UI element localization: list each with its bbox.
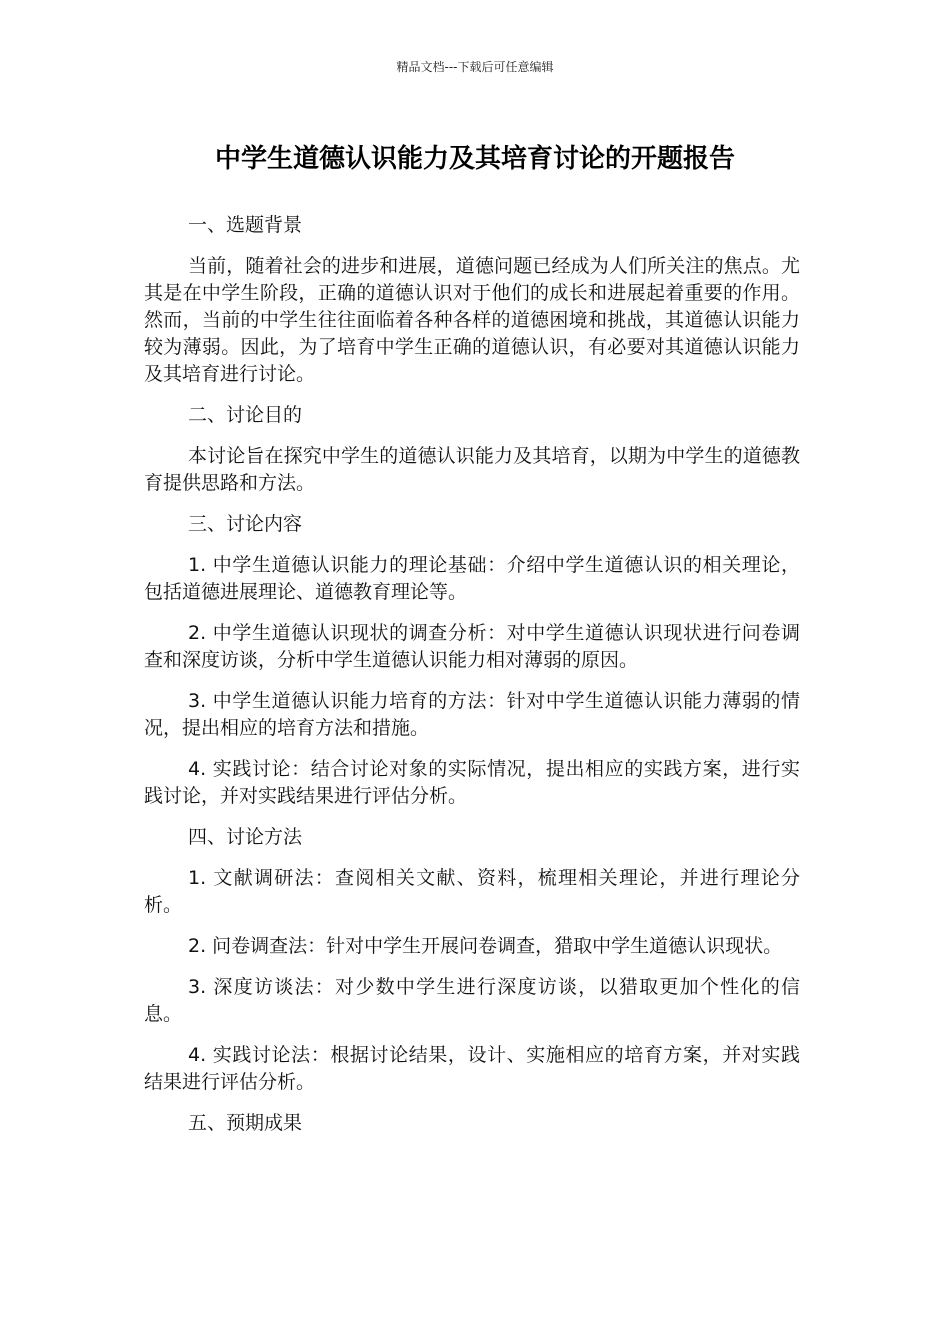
method-item-4: 4. 实践讨论法：根据讨论结果，设计、实施相应的培育方案，并对实践结果进行评估分析。 — [144, 1044, 800, 1093]
document-body — [144, 212, 800, 1151]
document-title: 中学生道德认识能力及其培育讨论的开题报告 — [214, 144, 735, 174]
background-paragraph: 当前，随着社会的进步和进展，道德问题已经成为人们所关注的焦点。尤其是在中学生阶段，正确的道德认识对于他们的成长和进展起着重要的作用。然而，当前的中学生往往面临着各种各样的道德困境和挑战，其道德认识能力较为薄弱。因此，为了培育中学生正确的道德认识，有必要对其道德认识能力及其培育进行讨论。 — [144, 255, 800, 385]
section-heading-content: 三、讨论内容 — [188, 513, 303, 535]
content-item-1: 1. 中学生道德认识能力的理论基础：介绍中学生道德认识的相关理论，包括道德进展理论、道德教育理论等。 — [144, 554, 800, 603]
method-item-1: 1. 文献调研法：查阅相关文献、资料，梳理相关理论，并进行理论分析。 — [144, 867, 800, 916]
section-heading-outcomes: 五、预期成果 — [188, 1112, 303, 1134]
method-item-2: 2. 问卷调查法：针对中学生开展问卷调查，猎取中学生道德认识现状。 — [188, 935, 783, 957]
content-item-2: 2. 中学生道德认识现状的调查分析：对中学生道德认识现状进行问卷调查和深度访谈，分析中学生道德认识能力相对薄弱的原因。 — [144, 622, 800, 671]
content-item-4: 4. 实践讨论：结合讨论对象的实际情况，提出相应的实践方案，进行实践讨论，并对实践结果进行评估分析。 — [144, 758, 800, 807]
section-heading-purpose: 二、讨论目的 — [188, 404, 303, 426]
purpose-paragraph: 本讨论旨在探究中学生的道德认识能力及其培育，以期为中学生的道德教育提供思路和方法。 — [144, 445, 800, 494]
method-item-3: 3. 深度访谈法：对少数中学生进行深度访谈，以猎取更加个性化的信息。 — [144, 976, 800, 1025]
page-header-note: 精品文档---下载后可任意编辑 — [396, 60, 554, 74]
content-item-3: 3. 中学生道德认识能力培育的方法：针对中学生道德认识能力薄弱的情况，提出相应的培育方法和措施。 — [144, 690, 800, 739]
section-heading-background: 一、选题背景 — [188, 214, 303, 236]
section-heading-methods: 四、讨论方法 — [188, 826, 303, 848]
